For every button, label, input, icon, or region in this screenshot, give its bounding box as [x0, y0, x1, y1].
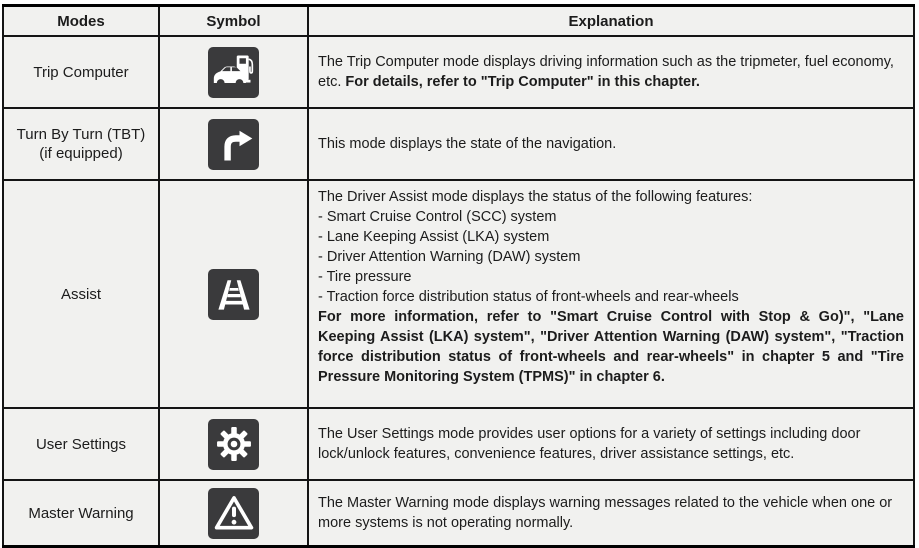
turn-right-arrow-icon	[208, 119, 259, 170]
explanation-text: This mode displays the state of the navigation.	[318, 136, 617, 152]
mode-label-turn-by-turn	[3, 108, 159, 180]
trip-computer-car-fuel-pump-icon	[208, 47, 259, 98]
mode-label-master-warning: Master Warning	[3, 480, 159, 547]
mode-label-line1: Turn By Turn (TBT)	[16, 126, 146, 143]
explanation-cell	[308, 36, 914, 108]
explanation-bold-text: For more information, refer to "Smart Cruise Control with Stop & Go)", "Lane Keeping Assist (LKA) system", "Driver Attention Warning (DAW) system", "Traction force distribution status of front-wheels and rear-wheels" in chapter 5 and "Tire Pressure Monitoring System (TPMS)" in chapter 6.	[318, 309, 904, 385]
explanation-intro: The Driver Assist mode displays the status of the following features:	[318, 189, 753, 205]
table-row-trip-computer	[3, 36, 914, 108]
symbol-cell	[159, 180, 308, 408]
explanation-cell	[308, 180, 914, 408]
header-row	[3, 6, 914, 37]
explanation-text: The Trip Computer mode displays driving information such as the tripmeter, fuel economy, etc.	[318, 54, 894, 90]
feature-list-item: - Driver Attention Warning (DAW) system	[318, 249, 581, 265]
feature-list-item: - Lane Keeping Assist (LKA) system	[318, 229, 550, 245]
mode-label-user-settings: User Settings	[3, 408, 159, 480]
symbol-cell	[159, 36, 308, 108]
column-header-explanation: Explanation	[308, 6, 914, 37]
table-row-user-settings	[3, 408, 914, 480]
table-row-assist	[3, 180, 914, 408]
column-header-modes: Modes	[3, 6, 159, 37]
table-row-turn-by-turn	[3, 108, 914, 180]
driver-assist-lane-icon	[208, 269, 259, 320]
user-settings-gear-icon	[208, 419, 259, 470]
mode-label-line2: (if equipped)	[39, 145, 123, 162]
column-header-symbol: Symbol	[159, 6, 308, 37]
explanation-cell	[308, 108, 914, 180]
manual-page	[0, 4, 919, 531]
explanation-bold-text: For details, refer to "Trip Computer" in this chapter.	[345, 74, 700, 90]
explanation-cell	[308, 408, 914, 480]
explanation-text: The User Settings mode provides user options for a variety of settings including door lock/unlock features, convenience features, driver assistance settings, etc.	[318, 426, 861, 462]
symbol-cell	[159, 408, 308, 480]
feature-list-item: - Smart Cruise Control (SCC) system	[318, 209, 557, 225]
feature-list-item: - Tire pressure	[318, 269, 412, 285]
mode-label-trip-computer: Trip Computer	[3, 36, 159, 108]
feature-list-item: - Traction force distribution status of front-wheels and rear-wheels	[318, 289, 739, 305]
table-row-master-warning	[3, 480, 914, 547]
master-warning-triangle-icon	[208, 488, 259, 539]
symbol-cell	[159, 480, 308, 547]
cluster-modes-table	[2, 4, 915, 548]
symbol-cell	[159, 108, 308, 180]
explanation-cell	[308, 480, 914, 547]
mode-label-assist: Assist	[3, 180, 159, 408]
explanation-text: The Master Warning mode displays warning messages related to the vehicle when one or more systems is not operating normally.	[318, 495, 893, 531]
